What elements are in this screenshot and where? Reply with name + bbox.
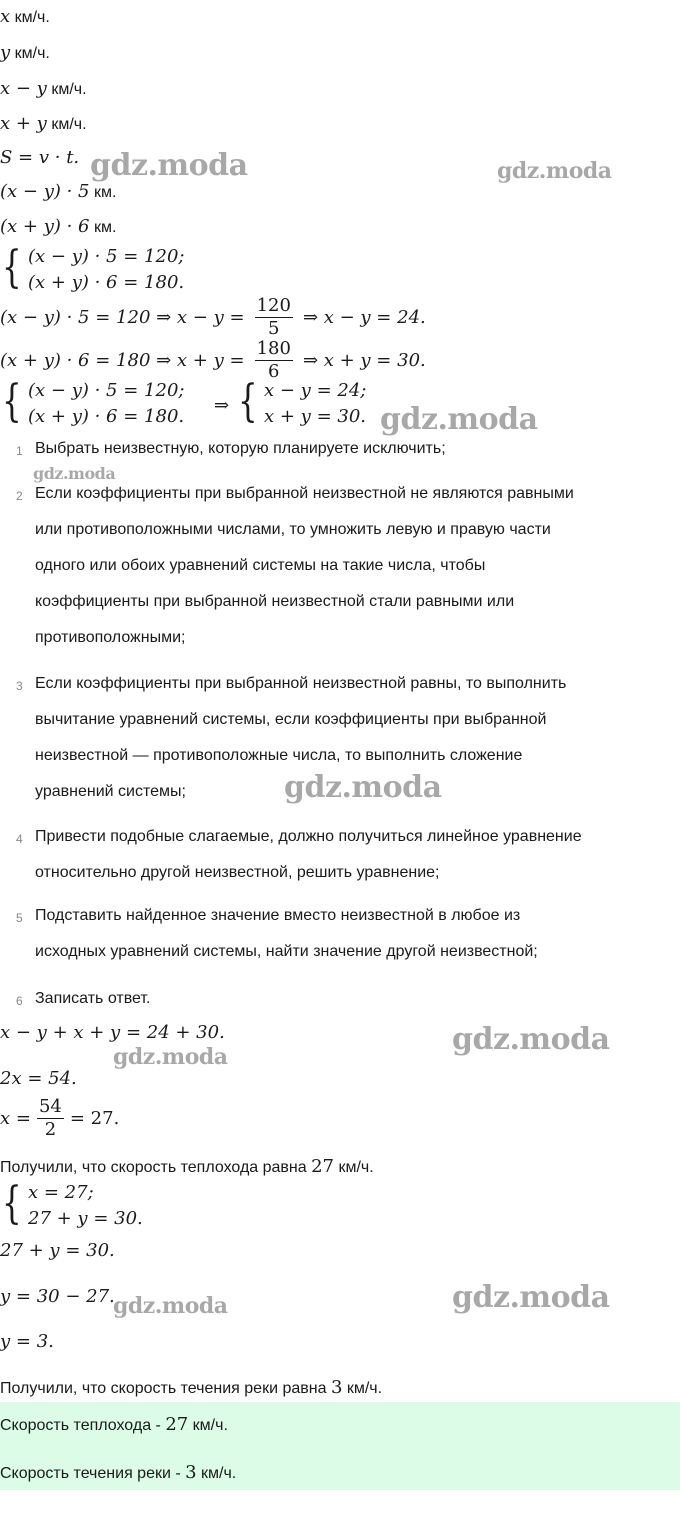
answer-ship-speed bbox=[0, 1414, 228, 1435]
solution-x-fraction bbox=[0, 1094, 119, 1142]
step-text: коэффициенты при выбранной неизвестной стали равными или bbox=[35, 593, 515, 610]
step-text: Если коэффициенты при выбранной неизвестной не являются равными bbox=[35, 485, 574, 502]
result-text: Получили, что скорость теплохода равна bbox=[0, 1159, 307, 1176]
system-brace: { bbox=[2, 376, 22, 427]
step-number: 2 bbox=[16, 489, 23, 503]
result-value: 27 bbox=[311, 1156, 335, 1177]
system2-eq-b: (x + y) · 6 = 180. bbox=[28, 406, 185, 427]
fraction-numerator: 120 bbox=[256, 294, 291, 316]
solution-sum: x − y + x + y = 24 + 30. bbox=[0, 1022, 225, 1043]
step-number: 5 bbox=[16, 911, 23, 925]
step-text: уравнений системы; bbox=[35, 783, 186, 800]
step-text: Подставить найденное значение вместо неизвестной в любое из bbox=[35, 907, 521, 924]
expr: x + y bbox=[0, 113, 47, 134]
fraction-denominator: 2 bbox=[44, 1118, 57, 1140]
solution-y-result: y = 3. bbox=[0, 1331, 54, 1352]
formula-distance: S = v · t. bbox=[0, 147, 80, 168]
fraction-numerator: 54 bbox=[38, 1095, 62, 1117]
answer-box bbox=[0, 1402, 680, 1490]
answer-river-speed bbox=[0, 1462, 236, 1483]
solution-2x: 2x = 54. bbox=[0, 1068, 77, 1089]
unit-text: км. bbox=[93, 184, 117, 201]
watermark-logo: gdz.moda bbox=[284, 770, 442, 805]
system4-eq-b: 27 + y = 30. bbox=[28, 1208, 143, 1229]
equation-2 bbox=[0, 337, 426, 383]
expr: x − y bbox=[0, 78, 47, 99]
line-upstream-speed bbox=[0, 78, 87, 99]
unit-text: км. bbox=[93, 219, 117, 236]
step-number: 3 bbox=[16, 679, 23, 693]
unit-text: км/ч. bbox=[51, 81, 87, 98]
step-number: 4 bbox=[16, 832, 23, 846]
system1-eq-a: (x − y) · 5 = 120; bbox=[28, 246, 185, 267]
watermark-logo: gdz.moda bbox=[90, 148, 248, 183]
line-upstream-distance bbox=[0, 181, 116, 202]
system2-eq-a: (x − y) · 5 = 120; bbox=[28, 380, 185, 401]
watermark-logo: gdz.moda bbox=[113, 1044, 228, 1070]
step-text: исходных уравнений системы, найти значение другой неизвестной; bbox=[35, 943, 538, 960]
answer-text: Скорость течения реки - bbox=[0, 1465, 186, 1482]
system-brace: { bbox=[238, 376, 258, 427]
system-brace: { bbox=[2, 1178, 22, 1229]
system1-eq-b: (x + y) · 6 = 180. bbox=[28, 272, 185, 293]
watermark-logo: gdz.moda bbox=[452, 1022, 610, 1057]
watermark-logo: gdz.moda bbox=[497, 158, 612, 184]
answer-unit: км/ч. bbox=[188, 1417, 228, 1434]
watermark-logo: gdz.moda bbox=[113, 1293, 228, 1319]
answer-unit: км/ч. bbox=[196, 1465, 237, 1482]
result-text: Получили, что скорость течения реки равна bbox=[0, 1380, 327, 1397]
system-brace: { bbox=[2, 242, 22, 293]
result-unit: км/ч. bbox=[346, 1380, 383, 1397]
x-equals: x = bbox=[0, 1107, 31, 1129]
line-downstream-distance bbox=[0, 216, 116, 237]
fraction-numerator: 180 bbox=[256, 337, 291, 359]
unit-text: км/ч. bbox=[14, 45, 50, 62]
x-result: = 27. bbox=[69, 1107, 120, 1129]
expr: (x − y) · 5 bbox=[0, 181, 90, 202]
step-text: вычитание уравнений системы, если коэффициенты при выбранной bbox=[35, 711, 547, 728]
answer-value: 3 bbox=[185, 1462, 197, 1483]
eq2-right: ⇒ x + y = 30. bbox=[302, 349, 426, 371]
result-unit: км/ч. bbox=[338, 1159, 374, 1176]
system4-eq-a: x = 27; bbox=[28, 1182, 94, 1203]
step-text: относительно другой неизвестной, решить уравнение; bbox=[35, 864, 440, 881]
step-text: противоположными; bbox=[35, 629, 186, 646]
solution-y-sub: y = 30 − 27. bbox=[0, 1286, 115, 1307]
system3-eq-a: x − y = 24; bbox=[264, 380, 367, 401]
watermark-logo: gdz.moda bbox=[33, 464, 116, 483]
fraction-180-6 bbox=[255, 338, 293, 383]
line-downstream-speed bbox=[0, 113, 87, 134]
result-ship-speed bbox=[0, 1156, 374, 1177]
step-text: Если коэффициенты при выбранной неизвестной равны, то выполнить bbox=[35, 675, 567, 692]
var-y: y bbox=[0, 42, 11, 63]
answer-value: 27 bbox=[165, 1414, 189, 1435]
eq1-right: ⇒ x − y = 24. bbox=[302, 306, 426, 328]
fraction-denominator: 5 bbox=[268, 317, 280, 339]
step-text: Привести подобные слагаемые, должно получиться линейное уравнение bbox=[35, 828, 582, 845]
unit-text: км/ч. bbox=[51, 116, 87, 133]
step-text: Записать ответ. bbox=[35, 990, 151, 1007]
step-number: 6 bbox=[16, 994, 23, 1008]
step-text: неизвестной — противоположные числа, то выполнить сложение bbox=[35, 747, 523, 764]
unit-text: км/ч. bbox=[14, 9, 50, 26]
line-y-speed bbox=[0, 42, 50, 63]
implies-arrow: ⇒ bbox=[214, 395, 230, 416]
eq2-left: (x + y) · 6 = 180 ⇒ x + y = bbox=[0, 349, 245, 371]
step-text: одного или обоих уравнений системы на такие числа, чтобы bbox=[35, 557, 486, 574]
watermark-logo: gdz.moda bbox=[380, 402, 538, 437]
solution-27-plus-y: 27 + y = 30. bbox=[0, 1240, 115, 1261]
result-value: 3 bbox=[330, 1377, 343, 1398]
line-x-speed bbox=[0, 6, 50, 27]
watermark-logo: gdz.moda bbox=[452, 1280, 610, 1315]
fraction-120-5 bbox=[255, 295, 293, 340]
expr: (x + y) · 6 bbox=[0, 216, 90, 237]
eq1-left: (x − y) · 5 = 120 ⇒ x − y = bbox=[0, 306, 245, 328]
equation-1 bbox=[0, 294, 426, 340]
result-river-speed bbox=[0, 1377, 382, 1398]
step-text: Выбрать неизвестную, которую планируете исключить; bbox=[35, 440, 446, 457]
fraction-denominator: 6 bbox=[268, 360, 280, 382]
answer-text: Скорость теплохода - bbox=[0, 1417, 166, 1434]
fraction-54-2 bbox=[37, 1096, 64, 1141]
step-number: 1 bbox=[16, 444, 23, 458]
step-text: или противоположными числами, то умножить левую и правую части bbox=[35, 521, 551, 538]
var-x: x bbox=[0, 6, 11, 27]
system3-eq-b: x + y = 30. bbox=[264, 406, 366, 427]
